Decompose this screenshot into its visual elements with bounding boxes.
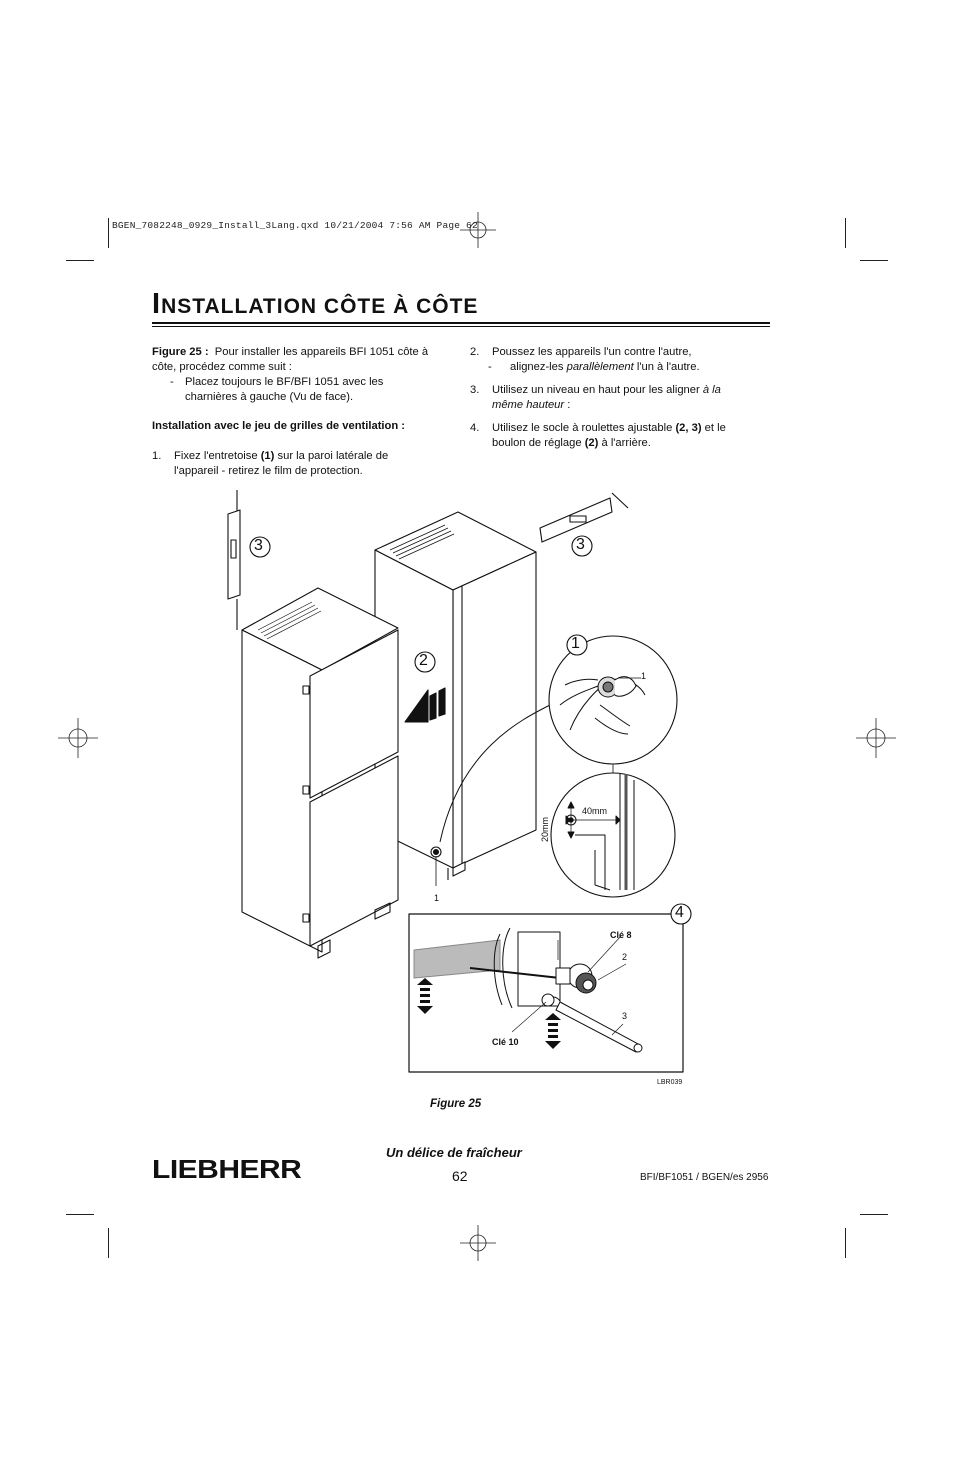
step-text-bold: (2)	[584, 437, 599, 449]
title-rest: NSTALLATION CÔTE À CÔTE	[161, 295, 479, 318]
callout-4: 4	[675, 904, 684, 921]
intro-paragraph	[152, 345, 452, 375]
step-text-italic: à la	[702, 384, 721, 396]
registration-mark-icon	[460, 1225, 496, 1261]
page-title	[152, 288, 478, 321]
step-text: Fixez l'entretoise	[174, 450, 261, 462]
step-1	[152, 449, 452, 479]
step-3	[470, 383, 770, 413]
step-text-italic: parallèlement	[566, 361, 634, 373]
callout-1: 1	[571, 635, 580, 652]
step-number: 1.	[152, 450, 162, 462]
crop-mark	[66, 1214, 94, 1215]
crop-mark	[860, 260, 888, 261]
title-rule	[152, 322, 770, 324]
figure-ref-code: LBR039	[657, 1079, 683, 1086]
file-slug-line: BGEN_7082248_0929_Install_3Lang.qxd 10/21/2004 7:56 AM Page 62	[112, 220, 478, 231]
step-text: Utilisez un niveau en haut pour les aligner	[492, 384, 703, 396]
crop-mark	[66, 260, 94, 261]
step-2-sub	[470, 360, 770, 375]
step-text: boulon de réglage	[492, 437, 585, 449]
spacer-label: 1	[641, 671, 647, 681]
callout-3-left: 3	[254, 537, 263, 554]
bullet-item	[152, 375, 452, 405]
registration-mark-icon	[856, 718, 896, 758]
intro-text: Pour installer les appareils BFI 1051 côte à	[214, 346, 429, 358]
step-text: Poussez les appareils l'un contre l'autre,	[492, 346, 692, 358]
label-2: 2	[622, 952, 628, 962]
step-text: l'un à l'autre.	[633, 361, 700, 373]
crop-mark	[845, 1228, 846, 1258]
subheading: Installation avec le jeu de grilles de ventilation :	[152, 420, 406, 432]
step-text-bold: (1)	[260, 450, 275, 462]
step-text-italic: même hauteur	[492, 399, 565, 411]
right-column	[470, 345, 770, 451]
page-number: 62	[452, 1168, 468, 1184]
step-number: 4.	[470, 422, 480, 434]
bullet-dash: -	[170, 376, 174, 388]
intro-label: Figure 25 :	[152, 346, 209, 358]
step-text: Utilisez le socle à roulettes ajustable	[492, 422, 676, 434]
vent-strip-left	[228, 510, 240, 599]
title-rule	[152, 326, 770, 327]
crop-mark	[108, 1228, 109, 1258]
dimension-40mm: 40mm	[582, 806, 608, 816]
step-2	[470, 345, 770, 360]
step-number: 3.	[470, 384, 480, 396]
dimension-20mm: 20mm	[540, 816, 550, 842]
label-cle-10: Clé 10	[492, 1037, 519, 1047]
step-text: :	[564, 399, 571, 411]
step-text-bold: (2, 3)	[675, 422, 702, 434]
callout-2: 2	[419, 652, 428, 669]
crop-mark	[860, 1214, 888, 1215]
step-4	[470, 421, 770, 451]
installation-illustration	[200, 490, 720, 1100]
title-first-letter: I	[152, 288, 162, 320]
registration-mark-icon	[58, 718, 98, 758]
bullet-text: Placez toujours le BF/BFI 1051 avec les	[185, 376, 384, 388]
step-text: alignez-les	[510, 361, 567, 373]
appliance-back-front	[453, 552, 536, 868]
model-code: BFI/BF1051 / BGEN/es 2956	[640, 1172, 769, 1183]
liebherr-logo: LIEBHERR	[152, 1156, 302, 1185]
left-column	[152, 345, 452, 479]
spacer-label: 1	[434, 893, 440, 903]
label-3: 3	[622, 1011, 628, 1021]
detail-circle-hands	[549, 636, 677, 764]
bullet-dash: -	[488, 361, 492, 373]
step-text: sur la paroi latérale de	[274, 450, 389, 462]
label-cle-8: Clé 8	[610, 930, 632, 940]
crop-mark	[108, 218, 109, 248]
step-text: l'appareil - retirez le film de protection.	[174, 465, 363, 477]
callout-3-right: 3	[576, 536, 585, 553]
bullet-text: charnières à gauche (Vu de face).	[185, 391, 354, 403]
footer-tagline: Un délice de fraîcheur	[386, 1145, 522, 1160]
step-text: et le	[701, 422, 726, 434]
intro-text: côte, procédez comme suit :	[152, 361, 292, 373]
step-number: 2.	[470, 346, 480, 358]
crop-mark	[845, 218, 846, 248]
step-text: à l'arrière.	[598, 437, 651, 449]
figure-caption: Figure 25	[430, 1098, 482, 1110]
